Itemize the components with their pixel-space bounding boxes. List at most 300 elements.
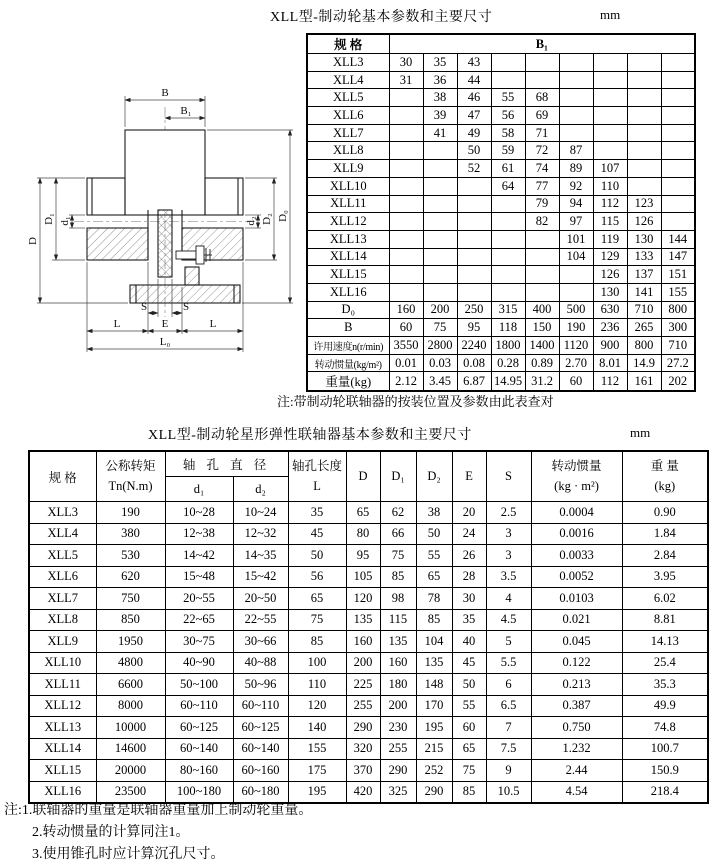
cell: 100~180 — [165, 781, 233, 803]
cell: 60~140 — [233, 738, 288, 760]
cell — [593, 124, 627, 142]
cell: 710 — [661, 337, 695, 355]
cell: 9 — [486, 760, 531, 782]
cell: 118 — [491, 319, 525, 337]
cell — [491, 213, 525, 231]
cell: 10000 — [96, 717, 165, 739]
cell: 3.5 — [486, 566, 531, 588]
cell: 104 — [416, 631, 452, 653]
cell: 161 — [627, 372, 661, 392]
cell: 60 — [559, 372, 593, 392]
cell: 104 — [559, 248, 593, 266]
cell: 144 — [661, 230, 695, 248]
t2-torque-header — [96, 451, 165, 502]
cell: 137 — [627, 266, 661, 284]
cell: 180 — [380, 674, 416, 696]
row-label: XLL10 — [29, 652, 96, 674]
cell: 130 — [593, 283, 627, 301]
table-row — [307, 107, 695, 125]
t2-E-header: E — [452, 451, 486, 502]
cell — [389, 283, 423, 301]
cell — [491, 54, 525, 72]
table-row — [307, 124, 695, 142]
label-L0: L₀ — [159, 336, 171, 348]
cell: 6 — [486, 674, 531, 696]
cell: 98 — [380, 588, 416, 610]
table-row — [307, 195, 695, 213]
cell — [389, 89, 423, 107]
cell: 0.28 — [491, 354, 525, 372]
label-L-left: L — [113, 318, 121, 330]
cell: 200 — [346, 652, 380, 674]
cell: 160 — [389, 301, 423, 319]
cell: 79 — [525, 195, 559, 213]
cell — [423, 195, 457, 213]
cell: 15~48 — [165, 566, 233, 588]
cell — [423, 160, 457, 178]
cell: 630 — [593, 301, 627, 319]
cell: 62 — [380, 502, 416, 524]
cell: 3550 — [389, 337, 423, 355]
cell — [593, 142, 627, 160]
table-row — [29, 523, 708, 545]
cell: 78 — [416, 588, 452, 610]
cell: 20~50 — [233, 588, 288, 610]
cell: 123 — [627, 195, 661, 213]
t1-b1-header: B₁ — [389, 34, 695, 54]
table-row — [307, 89, 695, 107]
cell: 14600 — [96, 738, 165, 760]
cell: 7.5 — [486, 738, 531, 760]
cell: 15~42 — [233, 566, 288, 588]
cell: 41 — [423, 124, 457, 142]
cell — [627, 89, 661, 107]
cell: 400 — [525, 301, 559, 319]
cell: 290 — [380, 760, 416, 782]
cell: 61 — [491, 160, 525, 178]
cell: 500 — [559, 301, 593, 319]
cell: 107 — [593, 160, 627, 178]
cell — [389, 213, 423, 231]
cell: 0.0016 — [531, 523, 622, 545]
cell: 2240 — [457, 337, 491, 355]
cell: 370 — [346, 760, 380, 782]
cell — [423, 177, 457, 195]
cell: 2.5 — [486, 502, 531, 524]
cell: 43 — [457, 54, 491, 72]
row-label: XLL15 — [29, 760, 96, 782]
cell: 0.90 — [622, 502, 708, 524]
cell: 31 — [389, 71, 423, 89]
cell: 22~65 — [165, 609, 233, 631]
t2-bore-length-symbol: L — [313, 478, 321, 493]
cell: 30 — [389, 54, 423, 72]
table-row — [29, 674, 708, 696]
cell — [559, 107, 593, 125]
row-label: XLL7 — [307, 124, 389, 142]
cell: 147 — [661, 248, 695, 266]
cell: 130 — [627, 230, 661, 248]
cell: 126 — [627, 213, 661, 231]
cell: 3 — [486, 523, 531, 545]
t1-body — [307, 54, 695, 392]
table-row — [29, 717, 708, 739]
label-D0: D₀ — [277, 210, 289, 222]
cell — [661, 142, 695, 160]
cell: 3 — [486, 545, 531, 567]
cell: 25.4 — [622, 652, 708, 674]
row-label: XLL4 — [307, 71, 389, 89]
cell: 58 — [491, 124, 525, 142]
cell: 8.01 — [593, 354, 627, 372]
cell: 110 — [288, 674, 346, 696]
cell: 46 — [457, 89, 491, 107]
cell — [593, 54, 627, 72]
cell: 10~24 — [233, 502, 288, 524]
row-label: XLL7 — [29, 588, 96, 610]
cell: 82 — [525, 213, 559, 231]
row-label: XLL9 — [29, 631, 96, 653]
t2-body — [29, 502, 708, 804]
label-S-left: S — [140, 301, 148, 313]
section2-title: XLL型-制动轮星形弹性联轴器基本参数和主要尺寸 — [148, 428, 472, 443]
cell — [423, 230, 457, 248]
row-label: XLL13 — [29, 717, 96, 739]
cell — [389, 266, 423, 284]
label-d2: d₂ — [245, 216, 257, 226]
cell: 100 — [288, 652, 346, 674]
table-row — [307, 177, 695, 195]
footnote-3: 3.使用锥孔时应计算沉孔尺寸。 — [32, 847, 225, 862]
cell — [559, 124, 593, 142]
cell: 60~160 — [233, 760, 288, 782]
cell: 252 — [416, 760, 452, 782]
cell — [423, 142, 457, 160]
cell: 27.2 — [661, 354, 695, 372]
cell — [661, 124, 695, 142]
cell: 5 — [486, 631, 531, 653]
label-L-right: L — [209, 318, 217, 330]
cell: 135 — [346, 609, 380, 631]
t2-torque-label: 公称转矩 — [105, 459, 156, 474]
brake-wheel-table — [306, 33, 696, 392]
cell: 530 — [96, 545, 165, 567]
cell: 126 — [593, 266, 627, 284]
cell: 6.87 — [457, 372, 491, 392]
cell: 72 — [525, 142, 559, 160]
cell: 55 — [416, 545, 452, 567]
cell: 200 — [380, 695, 416, 717]
cell: 195 — [416, 717, 452, 739]
cell — [457, 248, 491, 266]
cell: 1.84 — [622, 523, 708, 545]
cell: 1800 — [491, 337, 525, 355]
cell: 325 — [380, 781, 416, 803]
section2-unit: mm — [630, 425, 651, 440]
cell: 250 — [457, 301, 491, 319]
cell: 65 — [452, 738, 486, 760]
t2-D1-header: D₁ — [380, 451, 416, 502]
cell: 59 — [491, 142, 525, 160]
cell: 4800 — [96, 652, 165, 674]
t2-bore-length-label: 轴孔长度 — [292, 459, 343, 474]
cell: 45 — [452, 652, 486, 674]
cell: 200 — [423, 301, 457, 319]
cell: 190 — [559, 319, 593, 337]
cell — [457, 195, 491, 213]
cell — [559, 283, 593, 301]
cell — [661, 195, 695, 213]
cell: 40~88 — [233, 652, 288, 674]
cell: 44 — [457, 71, 491, 89]
cell — [457, 266, 491, 284]
label-D1: D₁ — [43, 213, 55, 225]
cell — [389, 107, 423, 125]
cell: 38 — [423, 89, 457, 107]
cell — [661, 54, 695, 72]
row-label: 重量(kg) — [307, 372, 389, 392]
cell: 1.232 — [531, 738, 622, 760]
cell: 110 — [593, 177, 627, 195]
footnote-2: 2.转动惯量的计算同注1。 — [32, 825, 190, 840]
row-label: D₀ — [307, 301, 389, 319]
cell: 14.95 — [491, 372, 525, 392]
table-row — [29, 738, 708, 760]
hub-left-section — [87, 228, 148, 260]
cell: 195 — [288, 781, 346, 803]
cell: 265 — [627, 319, 661, 337]
t2-spec-header: 规 格 — [29, 451, 96, 502]
elastic-element — [158, 210, 172, 277]
cell: 89 — [559, 160, 593, 178]
table-row — [307, 248, 695, 266]
cell — [423, 213, 457, 231]
cell: 100.7 — [622, 738, 708, 760]
cell: 14~35 — [233, 545, 288, 567]
t2-bore-length-header — [288, 451, 346, 502]
cell: 50 — [457, 142, 491, 160]
row-label: XLL8 — [307, 142, 389, 160]
row-label: XLL16 — [307, 283, 389, 301]
cell: 0.0033 — [531, 545, 622, 567]
cell — [559, 89, 593, 107]
cell — [627, 160, 661, 178]
cell: 800 — [661, 301, 695, 319]
row-label: XLL6 — [29, 566, 96, 588]
cell — [423, 248, 457, 266]
cell: 0.01 — [389, 354, 423, 372]
section1-title: XLL型-制动轮基本参数和主要尺寸 — [270, 10, 493, 25]
cell: 160 — [380, 652, 416, 674]
cell: 12~38 — [165, 523, 233, 545]
cell: 218.4 — [622, 781, 708, 803]
cell — [661, 177, 695, 195]
cell: 141 — [627, 283, 661, 301]
part-geometry — [87, 130, 243, 303]
cell: 380 — [96, 523, 165, 545]
t2-d2-header: d₂ — [233, 477, 288, 502]
cell — [559, 71, 593, 89]
cell: 38 — [416, 502, 452, 524]
cell — [457, 213, 491, 231]
cell: 0.122 — [531, 652, 622, 674]
cell: 35 — [452, 609, 486, 631]
label-B: B — [161, 87, 169, 99]
coupling-drawing — [27, 85, 300, 395]
cell: 0.0103 — [531, 588, 622, 610]
cell: 77 — [525, 177, 559, 195]
cell: 55 — [452, 695, 486, 717]
cell: 60~125 — [165, 717, 233, 739]
cell: 39 — [423, 107, 457, 125]
cell: 85 — [452, 781, 486, 803]
cell: 80~160 — [165, 760, 233, 782]
cell: 56 — [491, 107, 525, 125]
cell: 60~125 — [233, 717, 288, 739]
cell — [559, 266, 593, 284]
cell: 129 — [593, 248, 627, 266]
cell: 101 — [559, 230, 593, 248]
cell: 4.5 — [486, 609, 531, 631]
table-row — [29, 695, 708, 717]
table-row — [307, 142, 695, 160]
cell: 135 — [416, 652, 452, 674]
cell: 66 — [380, 523, 416, 545]
label-d1: d₁ — [59, 216, 71, 226]
cell: 92 — [559, 177, 593, 195]
cell: 230 — [380, 717, 416, 739]
cell: 31.2 — [525, 372, 559, 392]
t2-inertia-unit: (kg · m²) — [554, 478, 599, 493]
cell: 0.0004 — [531, 502, 622, 524]
cell: 120 — [288, 695, 346, 717]
t2-d1-header: d₁ — [165, 477, 233, 502]
row-label: XLL12 — [29, 695, 96, 717]
table1-note: 注:带制动轮联轴器的按装位置及参数由此表查对 — [277, 394, 554, 409]
cell: 60~110 — [165, 695, 233, 717]
table-row — [29, 760, 708, 782]
cell — [627, 71, 661, 89]
table-row — [307, 160, 695, 178]
cell: 40~90 — [165, 652, 233, 674]
cell: 1950 — [96, 631, 165, 653]
cell: 60 — [389, 319, 423, 337]
cell: 7 — [486, 717, 531, 739]
cell: 750 — [96, 588, 165, 610]
cell: 69 — [525, 107, 559, 125]
t2-inertia-header — [531, 451, 622, 502]
cell — [525, 266, 559, 284]
t1-spec-header: 规 格 — [307, 34, 389, 54]
label-E: E — [161, 318, 169, 330]
cell: 0.08 — [457, 354, 491, 372]
cell: 80 — [346, 523, 380, 545]
cell — [627, 124, 661, 142]
cell: 315 — [491, 301, 525, 319]
t2-D-header: D — [346, 451, 380, 502]
cell: 151 — [661, 266, 695, 284]
cell: 95 — [457, 319, 491, 337]
cell: 35 — [423, 54, 457, 72]
table-row — [29, 545, 708, 567]
cell — [661, 89, 695, 107]
cell: 150.9 — [622, 760, 708, 782]
t1-header-row — [307, 34, 695, 54]
row-label: XLL8 — [29, 609, 96, 631]
coupling-table — [28, 450, 709, 804]
cell — [661, 107, 695, 125]
cell: 320 — [346, 738, 380, 760]
cell: 225 — [346, 674, 380, 696]
cell: 30 — [452, 588, 486, 610]
cell: 620 — [96, 566, 165, 588]
cell: 60~110 — [233, 695, 288, 717]
cell — [593, 71, 627, 89]
cell — [389, 230, 423, 248]
cell: 115 — [593, 213, 627, 231]
cell: 52 — [457, 160, 491, 178]
table-row — [307, 230, 695, 248]
cell: 112 — [593, 372, 627, 392]
row-label: XLL12 — [307, 213, 389, 231]
t2-header-row-1 — [29, 451, 708, 477]
cell: 2800 — [423, 337, 457, 355]
cell: 75 — [288, 609, 346, 631]
cell: 290 — [346, 717, 380, 739]
cell: 55 — [491, 89, 525, 107]
row-label: XLL13 — [307, 230, 389, 248]
cell: 112 — [593, 195, 627, 213]
cell — [627, 142, 661, 160]
cell — [627, 177, 661, 195]
cell — [389, 177, 423, 195]
row-label: XLL11 — [29, 674, 96, 696]
cell: 75 — [423, 319, 457, 337]
cell — [525, 283, 559, 301]
cell — [389, 248, 423, 266]
cell — [525, 71, 559, 89]
row-label: XLL5 — [29, 545, 96, 567]
table-row — [307, 372, 695, 392]
brake-wheel-rim — [125, 130, 205, 215]
row-label: XLL3 — [29, 502, 96, 524]
cell: 710 — [627, 301, 661, 319]
label-D: D — [27, 237, 39, 245]
cell: 0.750 — [531, 717, 622, 739]
label-D2: D₂ — [261, 213, 273, 225]
cell: 74 — [525, 160, 559, 178]
cell — [457, 283, 491, 301]
cell — [661, 71, 695, 89]
cell: 28 — [452, 566, 486, 588]
cell — [661, 213, 695, 231]
hub-right-step — [205, 178, 243, 215]
cell — [457, 177, 491, 195]
cell: 30~66 — [233, 631, 288, 653]
cell: 160 — [346, 631, 380, 653]
cell: 50 — [452, 674, 486, 696]
cell: 14.9 — [627, 354, 661, 372]
cell — [389, 160, 423, 178]
cell: 23500 — [96, 781, 165, 803]
row-label: 许用速度n(r/min) — [307, 337, 389, 355]
cell: 14.13 — [622, 631, 708, 653]
cell: 14~42 — [165, 545, 233, 567]
cell: 4 — [486, 588, 531, 610]
cell: 175 — [288, 760, 346, 782]
cell: 290 — [416, 781, 452, 803]
hub-left-step — [87, 178, 125, 215]
